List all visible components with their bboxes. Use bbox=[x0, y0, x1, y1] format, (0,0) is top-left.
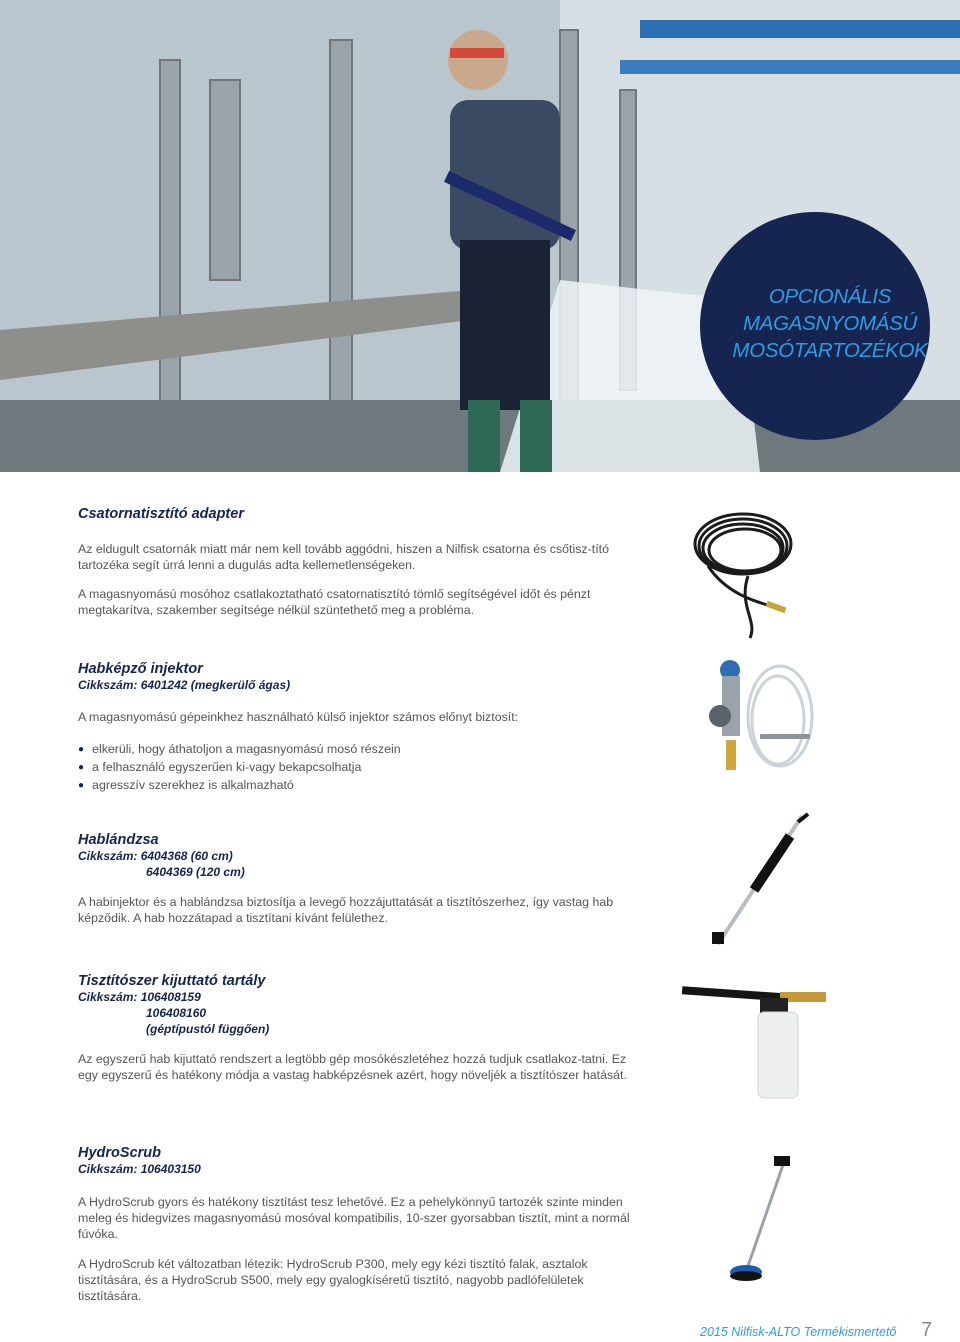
footer-text: 2015 Nilfisk-ALTO Termékismertető bbox=[700, 1325, 897, 1339]
sku: Cikkszám: 106403150 bbox=[78, 1162, 201, 1176]
sku bbox=[78, 989, 638, 1037]
badge-title bbox=[700, 283, 960, 364]
section-title: Csatornatisztító adapter bbox=[78, 506, 244, 522]
badge-line-3: MOSÓTARTOZÉKOK bbox=[732, 339, 928, 362]
section-title: Hablándzsa bbox=[78, 832, 159, 848]
paragraph: Az eldugult csatornák miatt már nem kell tovább aggódni, hiszen a Nilfisk csatorna és csőtisz-tító tartozéka segít úrrá lenni a dugulás adta kellemetlenségeken. bbox=[78, 542, 609, 572]
bullet-list bbox=[78, 741, 638, 795]
sku bbox=[78, 848, 638, 880]
hydroscrub-image bbox=[728, 1154, 798, 1284]
badge-line-1: OPCIONÁLIS bbox=[768, 285, 892, 308]
sku-line-2: 6404369 (120 cm) bbox=[146, 865, 245, 879]
section-hydroscrub bbox=[78, 1145, 638, 1304]
list-item: ● elkerüli, hogy áthatoljon a magasnyomású mosó részein bbox=[78, 741, 638, 759]
paragraph: A habinjektor és a hablándzsa biztosítja a levegő hozzájuttatását a tisztítószerhez, így vastag hab képződik. A hab hozzátapad a tisztítani kívánt felülethez. bbox=[78, 895, 614, 925]
page-number: 7 bbox=[921, 1319, 933, 1341]
sku-line-1: Cikkszám: 6404368 (60 cm) bbox=[78, 849, 233, 863]
paragraph: A HydroScrub két változatban létezik: HydroScrub P300, mely egy kézi tisztító falak, asztalok tisztítására, és a HydroScrub S500, mely egy gyalogkíséretű tisztító, nagyobb padlófelületek tisztítására. bbox=[78, 1257, 588, 1303]
section-title: Tisztítószer kijuttató tartály bbox=[78, 973, 266, 989]
foam-lance-image bbox=[704, 812, 814, 948]
paragraph: A HydroScrub gyors és hatékony tisztítást tesz lehetővé. Ez a pehelykönnyű tartozék szinte minden meleg és hidegvizes magasnyomású mosóval kompatibilis, 10-szer gyorsabban tisztít, mint a normál fúvóka. bbox=[78, 1195, 630, 1241]
paragraph: A magasnyomású gépeinkhez használható külső injektor számos előnyt biztosít: bbox=[78, 710, 519, 724]
badge-line-2: MAGASNYOMÁSÚ bbox=[742, 312, 918, 335]
sku-line-1: Cikkszám: 106408159 bbox=[78, 990, 201, 1004]
sku-line-3: (géptípustól függően) bbox=[146, 1022, 270, 1036]
drain-hose-image bbox=[688, 506, 798, 640]
section-title: HydroScrub bbox=[78, 1145, 161, 1161]
section-title: Habképző injektor bbox=[78, 661, 203, 677]
list-item: ● a felhasználó egyszerűen ki-vagy bekapcsolhatja bbox=[78, 759, 638, 777]
section-injektor bbox=[78, 661, 638, 795]
list-item: ● agresszív szerekhez is alkalmazható bbox=[78, 777, 638, 795]
sku: Cikkszám: 6401242 (megkerülő ágas) bbox=[78, 678, 291, 692]
foam-injector-image bbox=[700, 656, 820, 782]
section-tank bbox=[78, 973, 638, 1083]
detergent-tank-image bbox=[680, 976, 830, 1102]
paragraph: Az egyszerű hab kijuttató rendszert a legtöbb gép mosókészletéhez hozzá tudjuk csatlakoz-tatni. Ez egy egyszerű és hatékony módja a vastag habképzésnek azért, hogy növeljék a tisztítószer hatását. bbox=[78, 1052, 627, 1082]
section-lance bbox=[78, 832, 638, 926]
section-adapter bbox=[78, 506, 638, 618]
sku-line-2: 106408160 bbox=[146, 1006, 207, 1020]
paragraph: A magasnyomású mosóhoz csatlakoztatható csatornatisztító tömlő segítségével időt és pénzt megtakarítva, szakember segítsége nélkül szüntethető meg a probléma. bbox=[78, 587, 591, 617]
